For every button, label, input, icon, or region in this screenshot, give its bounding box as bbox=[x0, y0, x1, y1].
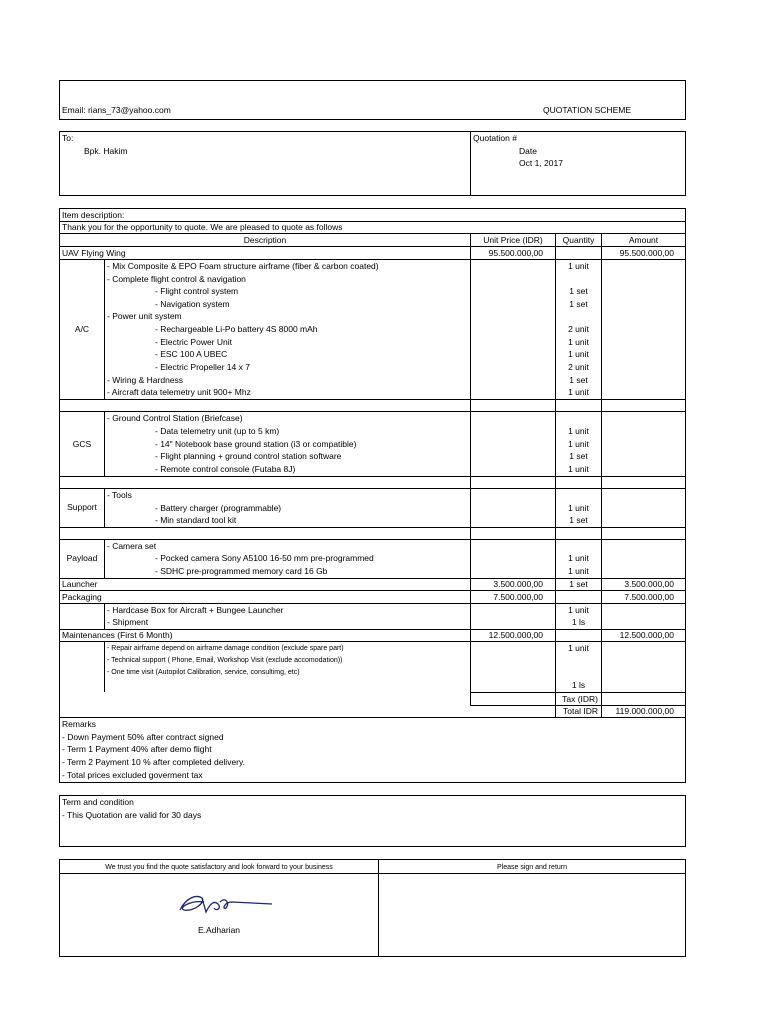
gcs-qty: 1 unit bbox=[568, 439, 589, 449]
payload-label: Payload bbox=[66, 553, 98, 563]
row-line bbox=[59, 259, 686, 260]
col-line bbox=[104, 603, 105, 629]
support-label: Support bbox=[67, 502, 97, 512]
customer-name: Bpk. Hakim bbox=[84, 146, 128, 156]
col-line bbox=[104, 259, 105, 399]
remarks-title: Remarks bbox=[62, 719, 97, 729]
col-amount: Amount bbox=[628, 235, 659, 245]
ac-qty: 2 unit bbox=[568, 362, 589, 372]
col-line bbox=[104, 641, 105, 692]
ac-line: - Rechargeable Li-Po battery 4S 8000 mAh bbox=[155, 324, 318, 334]
gcs-line: - Flight planning + ground control station software bbox=[155, 451, 342, 461]
ac-qty: 1 unit bbox=[568, 337, 589, 347]
payload-line: - Pocked camera Sony A5100 16-50 mm pre-programmed bbox=[155, 553, 374, 563]
ac-qty: 2 unit bbox=[568, 324, 589, 334]
maintenance-amount: 12.500.000,00 bbox=[619, 630, 674, 640]
ac-line: - Mix Composite & EPO Foam structure airframe (fiber & carbon coated) bbox=[107, 261, 379, 271]
ac-line: - Navigation system bbox=[155, 299, 230, 309]
packaging-qty: 1 ls bbox=[571, 617, 586, 627]
to-label: To: bbox=[62, 133, 74, 143]
row-line bbox=[59, 411, 686, 412]
ac-label: A/C bbox=[74, 324, 90, 334]
maintenance-line: - Technical support ( Phone, Email, Workshop Visit (exclude accomodation)) bbox=[107, 657, 343, 664]
terms-title: Term and condition bbox=[62, 797, 134, 807]
date-value: Oct 1, 2017 bbox=[519, 158, 563, 168]
packaging-unit-price: 7.500.000,00 bbox=[493, 592, 543, 602]
maintenance-line: - Repair airframe depend on airframe damage condition (exclude spare part) bbox=[107, 645, 344, 652]
packaging-line: - Hardcase Box for Aircraft + Bungee Launcher bbox=[107, 605, 284, 615]
ac-qty: 1 set bbox=[569, 375, 588, 385]
ac-line: - Wiring & Hardness bbox=[107, 375, 184, 385]
to-divider bbox=[470, 131, 471, 196]
row-line bbox=[59, 233, 686, 234]
remarks-line: - Term 1 Payment 40% after demo flight bbox=[62, 744, 212, 754]
ac-qty: 1 set bbox=[569, 286, 588, 296]
tax-label: Tax (IDR) bbox=[562, 694, 598, 704]
payload-line: - Camera set bbox=[107, 541, 157, 551]
gcs-label: GCS bbox=[72, 439, 92, 449]
maintenance-unit-price: 12.500.000,00 bbox=[488, 630, 543, 640]
signature-header-line bbox=[59, 873, 686, 874]
ac-line: - Complete flight control & navigation bbox=[107, 274, 246, 284]
support-qty: 1 set bbox=[569, 515, 588, 525]
launcher-amount: 3.500.000,00 bbox=[624, 579, 674, 589]
gcs-qty: 1 unit bbox=[568, 426, 589, 436]
ac-line: - Electric Propeller 14 x 7 bbox=[155, 362, 250, 372]
col-description: Description bbox=[243, 235, 287, 245]
ac-line: - Aircraft data telemetry unit 900+ Mhz bbox=[107, 387, 251, 397]
item-description-label: Item description: bbox=[62, 210, 125, 220]
ac-line: - Power unit system bbox=[107, 311, 182, 321]
terms-line: - This Quotation are valid for 30 days bbox=[62, 810, 202, 820]
terms-box bbox=[59, 795, 686, 847]
signature-right-header: Please sign and return bbox=[496, 864, 568, 871]
payload-qty: 1 unit bbox=[568, 553, 589, 563]
total-label: Total IDR bbox=[563, 706, 598, 716]
col-line bbox=[601, 233, 602, 718]
row-line bbox=[59, 399, 686, 400]
quotation-number-label: Quotation # bbox=[473, 133, 517, 143]
packaging-qty: 1 unit bbox=[568, 605, 589, 615]
uav-label: UAV Flying Wing bbox=[62, 248, 126, 258]
gcs-line: - Ground Control Station (Briefcase) bbox=[107, 413, 243, 423]
col-quantity: Quantity bbox=[562, 235, 595, 245]
remarks-line: - Total prices excluded goverment tax bbox=[62, 770, 203, 780]
gcs-qty: 1 unit bbox=[568, 464, 589, 474]
gcs-qty: 1 set bbox=[569, 451, 588, 461]
row-line bbox=[59, 641, 686, 642]
support-line: - Min standard tool kit bbox=[155, 515, 237, 525]
support-line: - Battery charger (programmable) bbox=[155, 503, 282, 513]
packaging-label: Packaging bbox=[62, 592, 102, 602]
support-qty: 1 unit bbox=[568, 503, 589, 513]
row-line bbox=[59, 488, 686, 489]
gcs-line: - 14" Notebook base ground station (i3 or compatible) bbox=[155, 439, 357, 449]
payload-line: - SDHC pre-programmed memory card 16 Gb bbox=[155, 566, 328, 576]
maintenance-line: - One time visit (Autopilot Calibration, service, consultimg, etc) bbox=[107, 669, 300, 676]
signature-image bbox=[176, 890, 276, 918]
launcher-unit-price: 3.500.000,00 bbox=[493, 579, 543, 589]
ac-qty: 1 unit bbox=[568, 387, 589, 397]
signer-name: E.Adharian bbox=[197, 925, 241, 935]
maintenance-label: Maintenances (First 6 Month) bbox=[62, 630, 173, 640]
signature-left-header: We trust you find the quote satisfactory and look forward to your business bbox=[105, 864, 333, 871]
ac-qty: 1 unit bbox=[568, 349, 589, 359]
uav-unit-price: 95.500.000,00 bbox=[488, 248, 543, 258]
intro-text: Thank you for the opportunity to quote. We are pleased to quote as follows bbox=[62, 222, 343, 232]
email-text: Email: rians_73@yahoo.com bbox=[62, 105, 171, 115]
row-line bbox=[59, 527, 686, 528]
to-box bbox=[59, 131, 686, 196]
signature-divider bbox=[378, 859, 379, 957]
date-label: Date bbox=[519, 146, 537, 156]
row-line bbox=[59, 539, 686, 540]
col-line bbox=[104, 411, 105, 476]
launcher-label: Launcher bbox=[62, 579, 98, 589]
support-line: - Tools bbox=[107, 490, 132, 500]
total-amount: 119.000.000,00 bbox=[615, 706, 674, 716]
ac-qty: 1 unit bbox=[568, 261, 589, 271]
gcs-line: - Data telemetry unit (up to 5 km) bbox=[155, 426, 280, 436]
payload-qty: 1 unit bbox=[568, 566, 589, 576]
ac-line: - Electric Power Unit bbox=[155, 337, 232, 347]
row-line bbox=[59, 476, 686, 477]
ac-line: - ESC 100 A UBEC bbox=[155, 349, 228, 359]
row-line bbox=[59, 246, 686, 247]
maintenance-extra-qty: 1 ls bbox=[571, 680, 586, 690]
launcher-qty: 1 set bbox=[569, 579, 588, 589]
col-line bbox=[104, 539, 105, 578]
row-line bbox=[59, 603, 686, 604]
row-line bbox=[59, 590, 686, 591]
packaging-amount: 7.500.000,00 bbox=[624, 592, 674, 602]
row-line bbox=[470, 692, 686, 693]
remarks-line: - Down Payment 50% after contract signed bbox=[62, 732, 224, 742]
col-line bbox=[104, 488, 105, 527]
remarks-line: - Term 2 Payment 10 % after completed delivery. bbox=[62, 757, 245, 767]
ac-line: - Flight control system bbox=[155, 286, 239, 296]
gcs-line: - Remote control console (Futaba 8J) bbox=[155, 464, 296, 474]
col-unit-price: Unit Price (IDR) bbox=[483, 235, 543, 245]
ac-qty: 1 set bbox=[569, 299, 588, 309]
page-title: QUOTATION SCHEME bbox=[543, 105, 631, 115]
uav-amount: 95.500.000,00 bbox=[619, 248, 674, 258]
maintenance-qty: 1 unit bbox=[568, 643, 589, 653]
packaging-line: - Shipment bbox=[107, 617, 149, 627]
